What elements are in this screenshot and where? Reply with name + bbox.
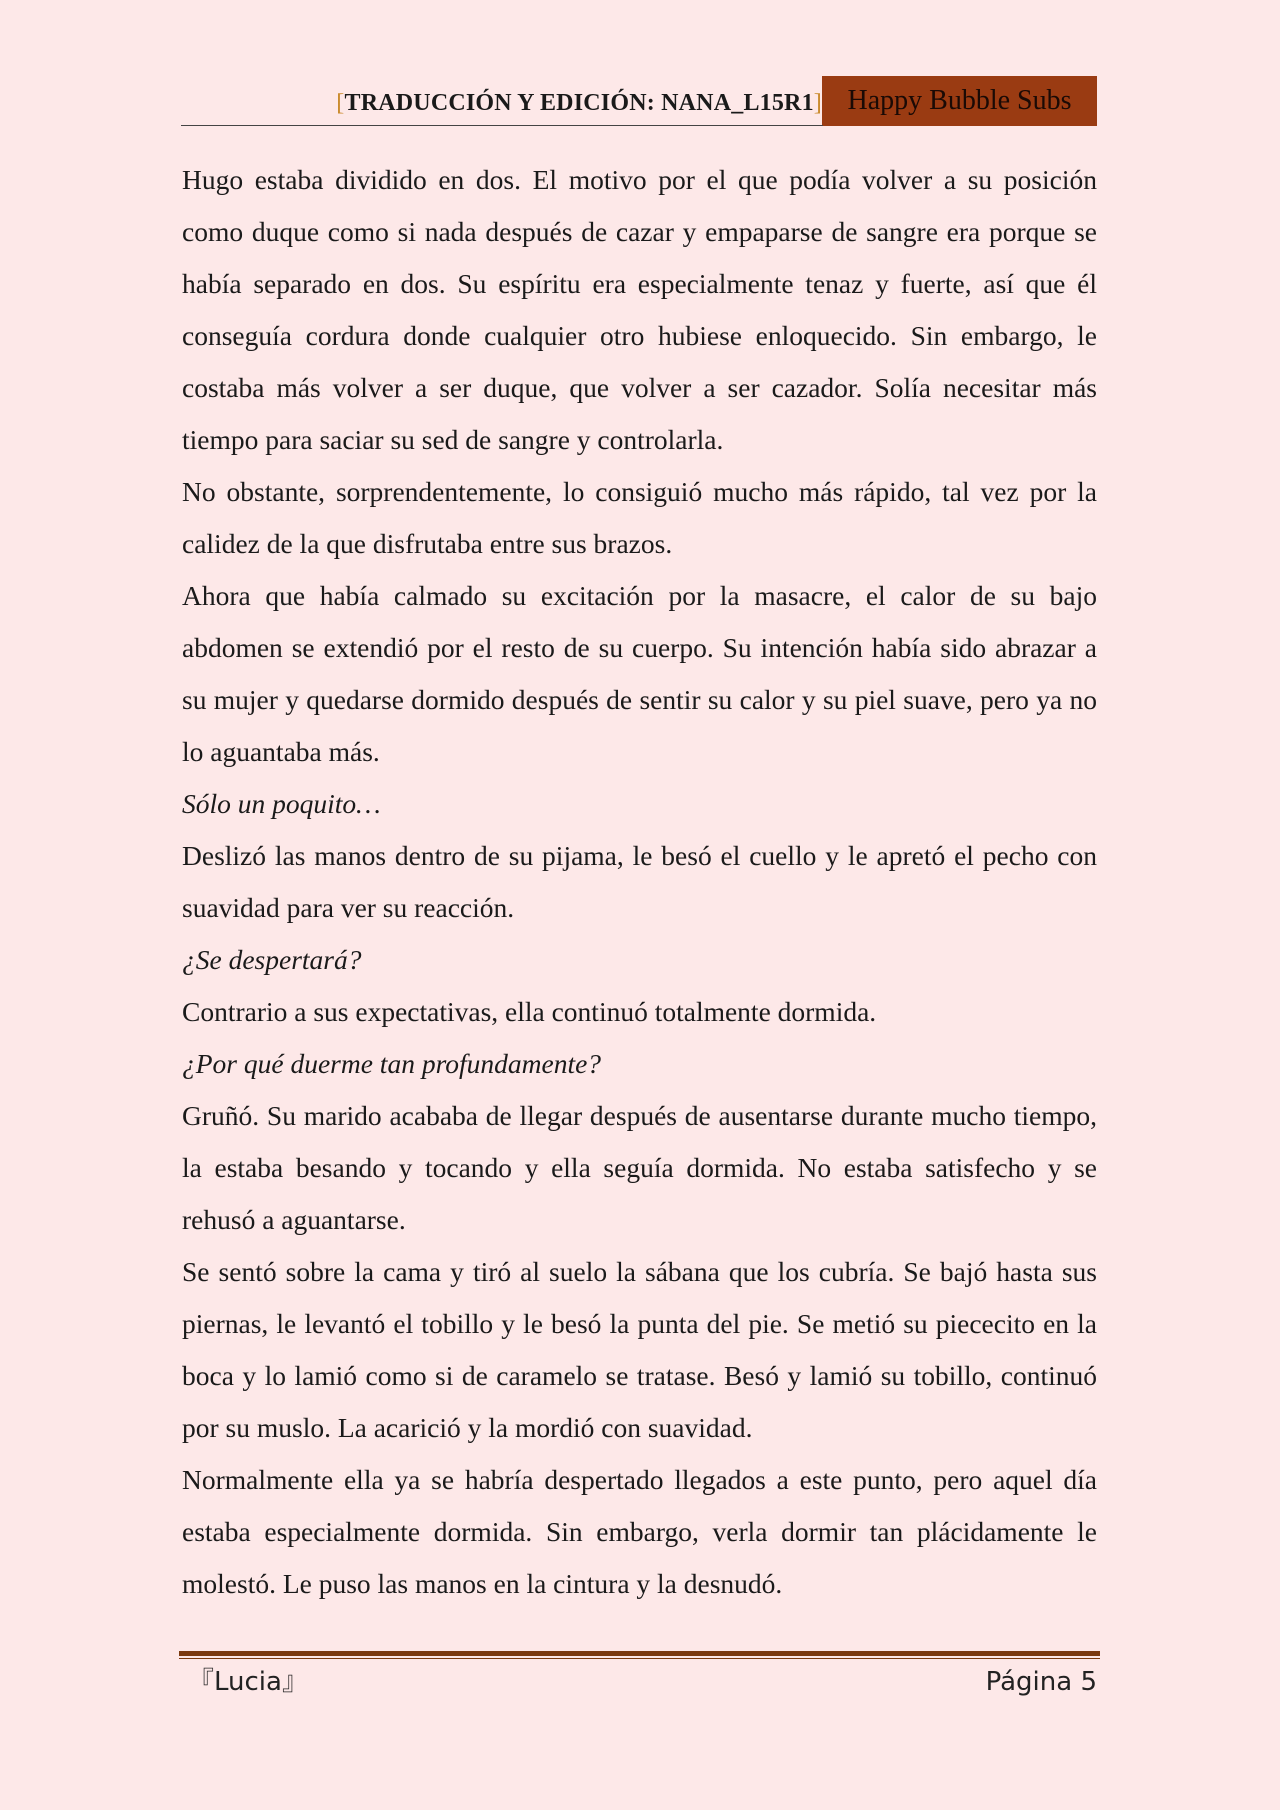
italic-thought: ¿Por qué duerme tan profundamente? — [182, 1048, 602, 1079]
page-header — [181, 76, 1097, 126]
paragraph: Contrario a sus expectativas, ella continuó totalmente dormida. — [182, 996, 877, 1027]
translation-credit — [336, 90, 822, 117]
italic-thought: ¿Se despertará? — [182, 944, 362, 975]
paragraph: Ahora que había calmado su excitación por la masacre, el calor de su bajo abdomen se extendió por el resto de su cuerpo. Su intención había sido abrazar a su mujer y quedarse dormido después de sentir su calor y su piel suave, pero ya no lo aguantaba más. — [182, 580, 1097, 767]
paragraph: Hugo estaba dividido en dos. El motivo por el que podía volver a su posición como duque como si nada después de cazar y empaparse de sangre era porque se había separado en dos. Su espíritu era especialmente tenaz y fuerte, así que él conseguía cordura donde cualquier otro hubiese enloquecido. Sin embargo, le costaba más volver a ser duque, que volver a ser cazador. Solía necesitar más tiempo para saciar su sed de sangre y controlarla. — [182, 164, 1097, 455]
credit-bracket-open: [ — [336, 90, 345, 116]
credit-text: TRADUCCIÓN Y EDICIÓN: NANA_L15R1 — [344, 90, 814, 116]
italic-thought: Sólo un poquito… — [182, 788, 381, 819]
group-tag: Happy Bubble Subs — [822, 76, 1097, 126]
paragraph: No obstante, sorprendentemente, lo consiguió mucho más rápido, tal vez por la calidez de la que disfrutaba entre sus brazos. — [182, 476, 1097, 559]
header-divider — [181, 125, 823, 126]
page-body — [182, 154, 1097, 1610]
paragraph: Deslizó las manos dentro de su pijama, le besó el cuello y le apretó el pecho con suavidad para ver su reacción. — [182, 840, 1097, 923]
footer-divider-thick — [179, 1651, 1100, 1656]
footer-divider-thin — [179, 1658, 1100, 1659]
credit-bracket-close: ] — [813, 90, 822, 116]
paragraph: Gruñó. Su marido acababa de llegar después de ausentarse durante mucho tiempo, la estaba besando y tocando y ella seguía dormida. No estaba satisfecho y se rehusó a aguantarse. — [182, 1100, 1097, 1235]
footer-page-number: Página 5 — [985, 1667, 1097, 1697]
paragraph: Se sentó sobre la cama y tiró al suelo la sábana que los cubría. Se bajó hasta sus piernas, le levantó el tobillo y le besó la punta del pie. Se metió su piececito en la boca y lo lamió como si de caramelo se tratase. Besó y lamió su tobillo, continuó por su muslo. La acarició y la mordió con suavidad. — [182, 1256, 1097, 1443]
paragraph: Normalmente ella ya se habría despertado llegados a este punto, pero aquel día estaba especialmente dormida. Sin embargo, verla dormir tan plácidamente le molestó. Le puso las manos en la cintura y la desnudó. — [182, 1464, 1097, 1599]
footer-book-title: 『Lucia』 — [188, 1667, 308, 1697]
